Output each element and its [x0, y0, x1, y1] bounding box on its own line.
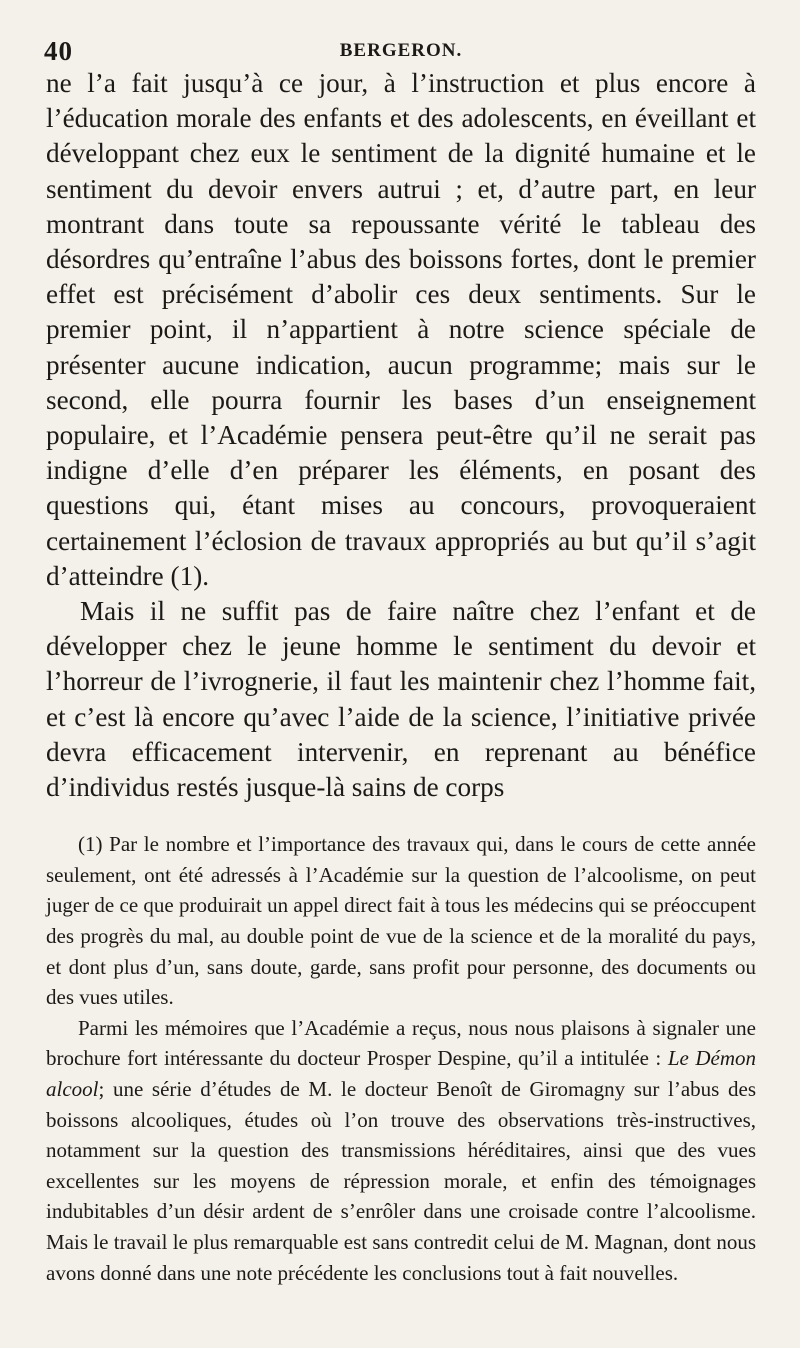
body-paragraph: Mais il ne suffit pas de faire naître chez l’enfant et de développer chez le jeune homme le sentiment du devoir et l’horreur de l’ivrognerie, il faut les maintenir chez l’homme fait, et c’est là encore qu’avec l’aide de la science, l’initiative privée devra efficacement intervenir, en reprenant au bénéfice d’individus restés jusque-là sains de corps	[46, 596, 756, 803]
footnote-text: ; une série d’études de M. le docteur Benoît de Giromagny sur l’abus des boissons alcooliques, études où l’on trouve des observations très-instructives, notamment sur la question des transmissions héréditaires, ainsi que des vues excellentes sur les moyens de répression morale, et enfin des témoignages indubitables d’un désir ardent de s’enrôler dans une croisade contre l’alcoolisme. Mais le travail le plus remarquable est sans contredit celui de M. Magnan, dont nous avons donné dans une note précédente les conclusions tout à fait nouvelles.	[46, 1077, 756, 1285]
main-text	[46, 66, 756, 805]
cited-work-title: Le Démon alcool	[46, 1046, 757, 1102]
running-title: BERGERON.	[339, 40, 463, 61]
running-header	[44, 28, 756, 66]
footnote-paragraph: (1) Par le nombre et l’importance des travaux qui, dans le cours de cette année seulement, ont été adressés à l’Académie sur la question de l’alcoolisme, on peut juger de ce que produirait un appel direct fait à tous les médecins qui se préoccupent des progrès du mal, au double point de vue de la science et de la moralité du pays, et dont plus d’un, sans doute, garde, sans profit pour personne, des documents ou des vues utiles.	[46, 832, 756, 1010]
footnote-text: Parmi les mémoires que l’Académie a reçus, nous nous plaisons à signaler une brochure fort intéressante du docteur Prosper Despine, qu’il a intitulée :	[46, 1015, 756, 1071]
body-paragraph-continued: ne l’a fait jusqu’à ce jour, à l’instruction et plus encore à l’éducation morale des enfants et des adolescents, en éveillant et développant chez eux le sentiment de la dignité humaine et le sentiment du devoir envers autrui ; et, d’autre part, en leur montrant dans toute sa repoussante vérité le tableau des désordres qu’entraîne l’abus des boissons fortes, dont le premier effet est précisément d’abolir ces deux sentiments. Sur le premier point, il n’appartient à notre science spéciale de présenter aucune indication, aucun programme; mais sur le second, elle pourra fournir les bases d’un enseignement populaire, et l’Académie pensera peut-être qu’il ne serait pas indigne d’elle d’en préparer les éléments, en posant des questions qui, étant mises au concours, provoqueraient certainement l’éclosion de travaux appropriés au but qu’il s’agit d’atteindre (1).	[46, 68, 756, 591]
footnote-block	[46, 829, 756, 1288]
footnote-paragraph	[46, 1013, 756, 1288]
page-number: 40	[44, 36, 73, 66]
